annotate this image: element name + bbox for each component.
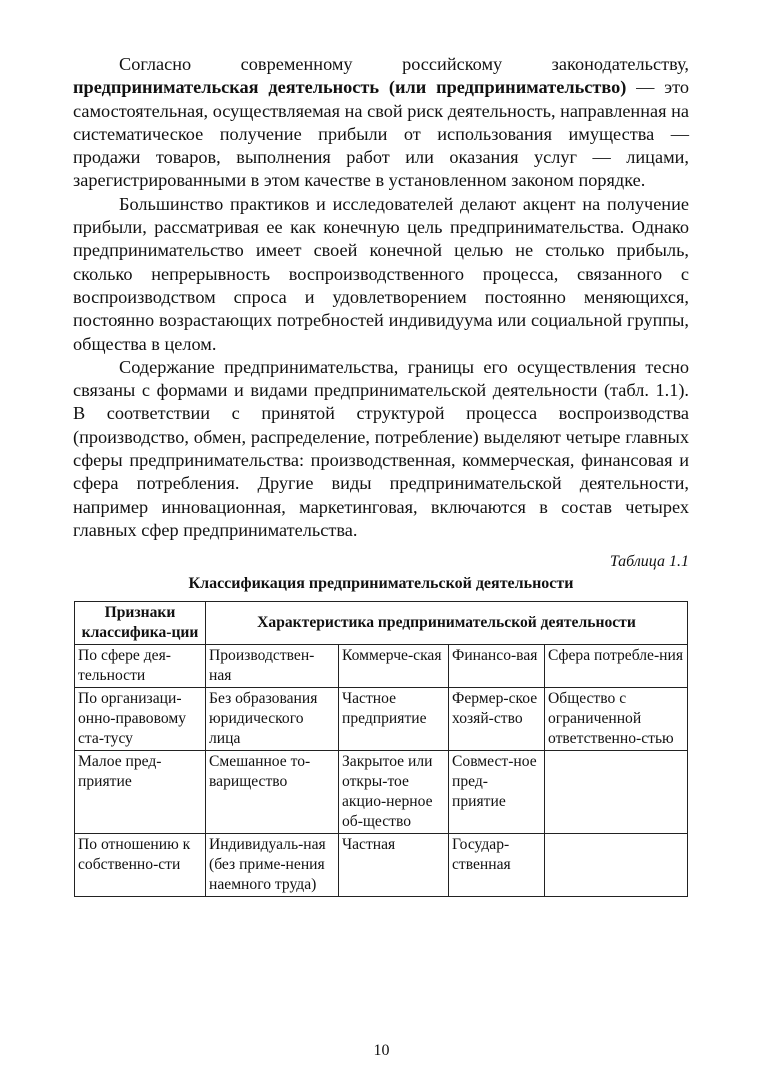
table-cell: Коммерче-ская <box>339 645 449 688</box>
table-cell: Индивидуаль-ная (без приме-нения наемного труда) <box>206 834 339 897</box>
table-header-row <box>75 602 688 645</box>
classification-table <box>74 601 688 897</box>
paragraph-definition <box>73 53 689 193</box>
table-cell: Смешанное то-варищество <box>206 751 339 834</box>
table-cell: Частная <box>339 834 449 897</box>
page-number: 10 <box>373 1042 390 1059</box>
header-criteria: Признаки классифика-ции <box>75 602 206 645</box>
table-cell: По организаци-онно-правовому ста-тусу <box>75 688 206 751</box>
table-cell: По отношению к собственно-сти <box>75 834 206 897</box>
table-row <box>75 751 688 834</box>
paragraph-definition-rest: — это самостоятельная, осуществляемая на свой риск деятельность, направленная на систематическое получение прибыли от использования имущества — продажи товаров, выполнения работ или оказания услуг — лицами, зарегистрированными в этом качестве в установленном законом порядке. <box>73 77 689 191</box>
table-cell: Закрытое или откры-тое акцио-нерное об-щество <box>339 751 449 834</box>
table-cell <box>545 834 688 897</box>
table-row <box>75 834 688 897</box>
table-cell: Сфера потребле-ния <box>545 645 688 688</box>
paragraph-spheres: Содержание предпринимательства, границы его осуществления тесно связаны с формами и видами предпринимательской деятельности (табл. 1.1). В соответствии с принятой структурой процесса воспроизводства (производство, обмен, распределение, потребление) выделяют четыре главных сферы предпринимательства: производственная, коммерческая, финансовая и сфера потребления. Другие виды предпринимательской деятельности, например инновационная, маркетинговая, включаются в состав четырех главных сфер предпринимательства. <box>73 356 689 540</box>
paragraph-profit: Большинство практиков и исследователей делают акцент на получение прибыли, рассматривая ее как конечную цель предпринимательства. Однако предпринимательство имеет своей конечной целью не столько прибыль, сколько непрерывность воспроизводственного процесса, связанного с воспроизводством спроса и удовлетворением постоянно меняющихся, постоянно возрастающих потребностей индивидуума или социальной группы, общества в целом. <box>73 193 689 354</box>
table-cell: Производствен-ная <box>206 645 339 688</box>
table-cell: Финансо-вая <box>449 645 545 688</box>
table-cell: Совмест-ное пред-приятие <box>449 751 545 834</box>
table-cell: Без образования юридического лица <box>206 688 339 751</box>
table-cell: Частное предприятие <box>339 688 449 751</box>
table-title: Классификация предпринимательской деятельности <box>188 575 574 593</box>
paragraph-definition-term: предпринимательская деятельность (или предпринимательство) <box>73 77 627 98</box>
header-characteristics: Характеристика предпринимательской деятельности <box>206 602 688 645</box>
paragraph-definition-lead: Согласно современному российскому законодательству, <box>119 54 689 74</box>
table-cell: По сфере дея-тельности <box>75 645 206 688</box>
table-cell: Фермер-ское хозяй-ство <box>449 688 545 751</box>
table-cell <box>545 751 688 834</box>
page-content <box>73 53 689 897</box>
table-number: Таблица 1.1 <box>609 553 689 571</box>
table-cell: Государ-ственная <box>449 834 545 897</box>
table-row <box>75 645 688 688</box>
table-row <box>75 688 688 751</box>
table-cell: Малое пред-приятие <box>75 751 206 834</box>
table-cell: Общество с ограниченной ответственно-стью <box>545 688 688 751</box>
